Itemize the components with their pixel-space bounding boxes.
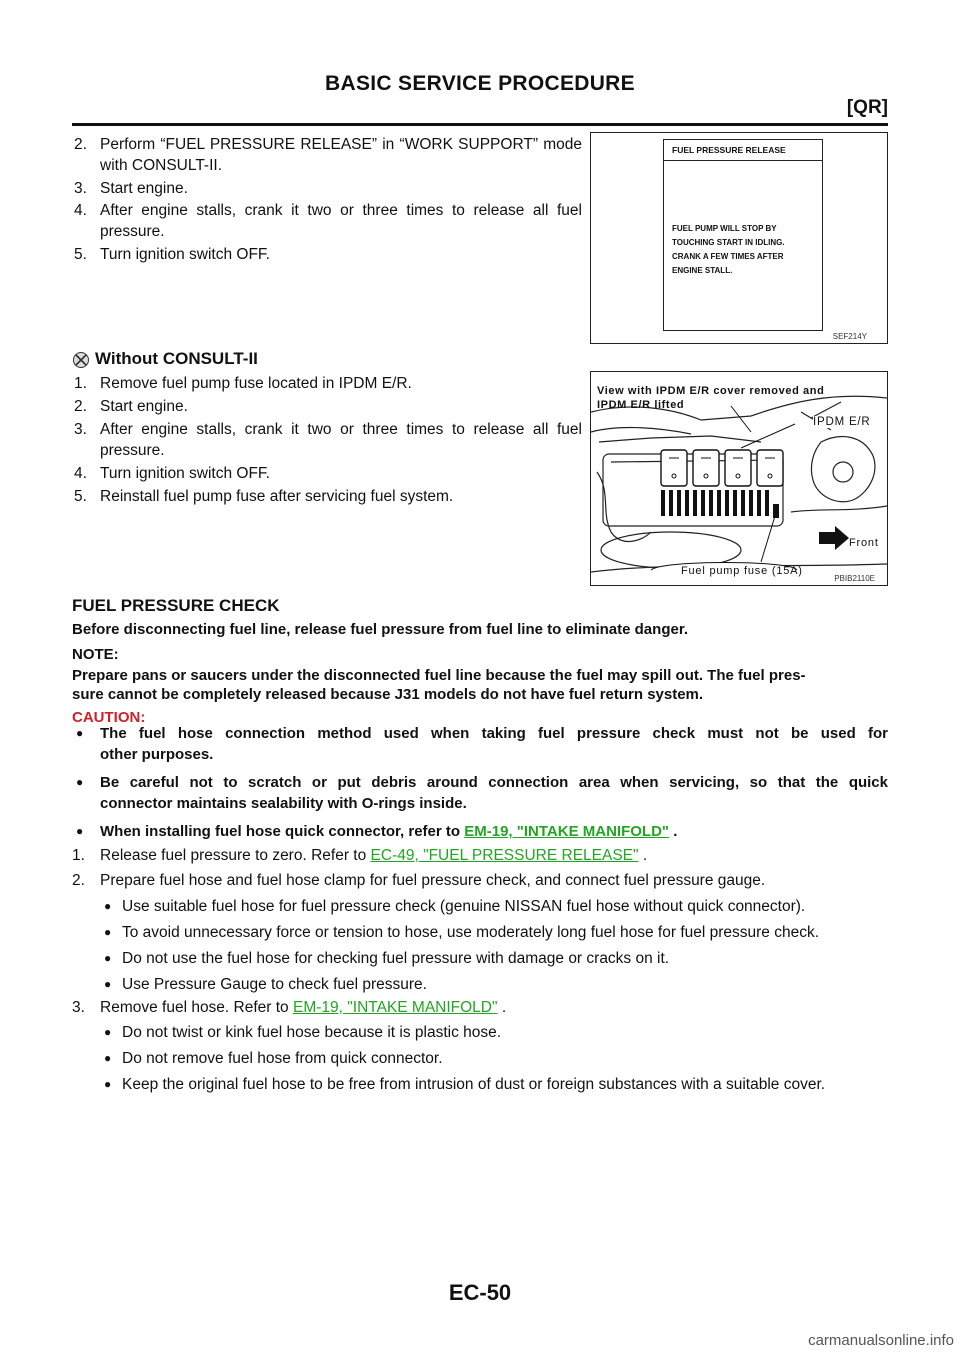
- step-number: 5.: [74, 488, 87, 505]
- figure-caption: [597, 384, 824, 412]
- screen-line: TOUCHING START IN IDLING.: [672, 238, 785, 247]
- step-text-part: Release fuel pressure to zero. Refer to: [100, 847, 367, 864]
- screen-line: FUEL PUMP WILL STOP BY: [672, 224, 777, 233]
- page-title: BASIC SERVICE PROCEDURE: [325, 72, 635, 95]
- caution-item: [100, 723, 888, 765]
- bullet-icon: ●: [104, 1051, 112, 1065]
- screen-message: [672, 222, 785, 278]
- step-item: [74, 396, 582, 417]
- caution-line: other purposes.: [100, 746, 214, 763]
- list-item: Use Pressure Gauge to check fuel pressure.: [122, 976, 427, 993]
- bullet-icon: ●: [104, 1025, 112, 1039]
- bullet-icon: ●: [104, 899, 112, 913]
- step-text: Turn ignition switch OFF.: [100, 246, 270, 263]
- note-line: Prepare pans or saucers under the disconnected fuel line because the fuel may spill out. The fuel pres-: [72, 667, 806, 684]
- step-item: [74, 486, 582, 507]
- screen-line: CRANK A FEW TIMES AFTER: [672, 252, 784, 261]
- caption-line: View with IPDM E/R cover removed and: [597, 385, 825, 397]
- figure-code: SEF214Y: [832, 332, 867, 341]
- step-text: After engine stalls, crank it two or three times to release all fuel pressure.: [100, 421, 582, 459]
- step-text: Start engine.: [100, 398, 188, 415]
- ipdm-figure: [590, 371, 888, 586]
- step-text: [100, 845, 647, 866]
- note-label: NOTE:: [72, 646, 119, 663]
- step-number: 2.: [72, 872, 85, 889]
- step-number: 3.: [74, 421, 87, 438]
- step-number: 4.: [74, 202, 87, 219]
- section-tag: [QR]: [846, 97, 888, 118]
- step-item: [74, 178, 582, 199]
- step-item: [74, 419, 582, 461]
- step-number: 2.: [74, 398, 87, 415]
- list-item: To avoid unnecessary force or tension to hose, use moderately long fuel hose for fuel pressure check.: [122, 924, 820, 941]
- caution-item: [100, 772, 888, 814]
- step-text: Turn ignition switch OFF.: [100, 465, 270, 482]
- intake-manifold-link[interactable]: EM-19, "INTAKE MANIFOLD": [293, 999, 498, 1016]
- warning-text: Before disconnecting fuel line, release fuel pressure from fuel line to eliminate danger.: [72, 621, 688, 638]
- step-text: Prepare fuel hose and fuel hose clamp for fuel pressure check, and connect fuel pressure gauge.: [100, 872, 766, 889]
- step-item: [74, 200, 582, 242]
- front-label: Front: [849, 537, 879, 549]
- list-item: Use suitable fuel hose for fuel pressure check (genuine NISSAN fuel hose without quick connector).: [122, 898, 806, 915]
- fuel-pressure-release-link[interactable]: EC-49, "FUEL PRESSURE RELEASE": [370, 847, 639, 864]
- bullet-icon: ●: [76, 775, 84, 789]
- step-number: 5.: [74, 246, 87, 263]
- bullet-icon: ●: [76, 726, 84, 740]
- step-item: [74, 134, 582, 176]
- fuse-label: Fuel pump fuse (15A): [681, 565, 803, 577]
- consult-screen: [663, 139, 823, 331]
- step-text: Perform “FUEL PRESSURE RELEASE” in “WORK SUPPORT” mode with CONSULT-II.: [100, 136, 582, 174]
- watermark: carmanualsonline.info: [808, 1332, 954, 1349]
- intake-manifold-link[interactable]: EM-19, "INTAKE MANIFOLD": [464, 823, 670, 840]
- screen-line: ENGINE STALL.: [672, 266, 733, 275]
- bullet-icon: ●: [104, 925, 112, 939]
- step-item: [74, 373, 582, 394]
- ipdm-label: IPDM E/R: [813, 416, 871, 428]
- list-item: Keep the original fuel hose to be free from intrusion of dust or foreign substances with a suitable cover.: [122, 1076, 826, 1093]
- caution-line: The fuel hose connection method used when taking fuel pressure check must not be used for: [100, 725, 888, 742]
- consult-screen-figure: [590, 132, 888, 344]
- section-heading: FUEL PRESSURE CHECK: [72, 596, 280, 615]
- page-number: EC-50: [448, 1280, 512, 1305]
- step-text-part: Remove fuel hose. Refer to: [100, 999, 289, 1016]
- caution-text: When installing fuel hose quick connector, refer to: [100, 823, 461, 840]
- step-text-part: .: [501, 999, 507, 1016]
- caution-item: [100, 821, 677, 842]
- step-item: [74, 244, 582, 265]
- step-text: [100, 997, 506, 1018]
- bullet-icon: ●: [76, 824, 84, 838]
- caution-label: CAUTION:: [72, 709, 146, 726]
- caption-line: IPDM E/R lifted: [597, 399, 685, 411]
- bullet-icon: ●: [104, 1077, 112, 1091]
- caution-line: connector maintains sealability with O-rings inside.: [100, 795, 467, 812]
- figure-code: PBIB2110E: [834, 574, 875, 583]
- step-text: After engine stalls, crank it two or three times to release all fuel pressure.: [100, 202, 582, 240]
- step-number: 1.: [72, 847, 85, 864]
- step-item: [74, 463, 582, 484]
- caution-line: Be careful not to scratch or put debris around connection area when servicing, so that the quick: [100, 774, 888, 791]
- header-rule: [72, 123, 888, 126]
- step-text: Start engine.: [100, 180, 188, 197]
- step-number: 3.: [74, 180, 87, 197]
- no-tool-icon: [72, 351, 90, 369]
- bullet-icon: ●: [104, 977, 112, 991]
- step-number: 1.: [74, 375, 87, 392]
- step-text-part: .: [642, 847, 648, 864]
- screen-title: FUEL PRESSURE RELEASE: [664, 140, 822, 161]
- list-item: Do not remove fuel hose from quick connector.: [122, 1050, 443, 1067]
- step-number: 2.: [74, 136, 87, 153]
- step-text: Remove fuel pump fuse located in IPDM E/R.: [100, 375, 412, 392]
- step-text: Reinstall fuel pump fuse after servicing fuel system.: [100, 488, 454, 505]
- without-consult-heading: Without CONSULT-II: [95, 349, 258, 368]
- note-line: sure cannot be completely released because J31 models do not have fuel return system.: [72, 686, 704, 703]
- bullet-icon: ●: [104, 951, 112, 965]
- step-number: 3.: [72, 999, 85, 1016]
- caution-text: .: [673, 823, 678, 840]
- list-item: Do not twist or kink fuel hose because it is plastic hose.: [122, 1024, 502, 1041]
- step-number: 4.: [74, 465, 87, 482]
- list-item: Do not use the fuel hose for checking fuel pressure with damage or cracks on it.: [122, 950, 670, 967]
